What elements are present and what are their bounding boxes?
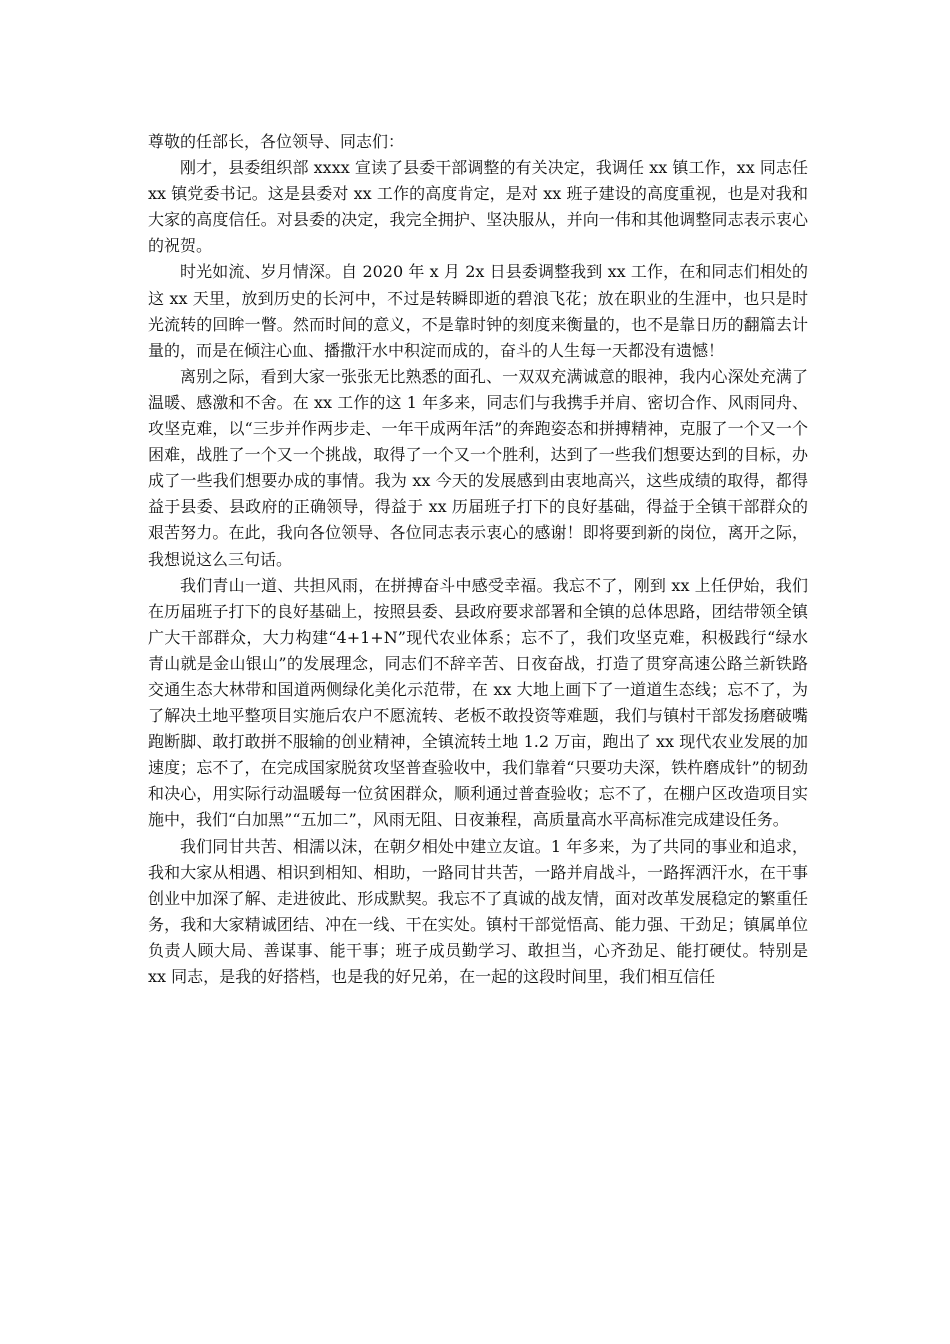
paragraph-2: 时光如流、岁月情深。自 2020 年 x 月 2x 日县委调整我到 xx 工作，在和同志们相处的这 xx 天里，放到历史的长河中，不过是转瞬即逝的碧浪飞花；放在职业的生涯中，也只是时光流转的回眸一瞥。然而时间的意义，不是靠时钟的刻度来衡量的，也不是靠日历的翻篇去计量的，而是在倾注心血、播撒汗水中积淀而成的，奋斗的人生每一天都没有遗憾！ [148, 262, 808, 360]
paragraph-5: 我们同甘共苦、相濡以沫，在朝夕相处中建立友谊。1 年多来，为了共同的事业和追求，我和大家从相遇、相识到相知、相助，一路同甘共苦，一路并肩战斗，一路挥洒汗水，在干事创业中加深了解、走进彼此、形成默契。我忘不了真诚的战友情，面对改革发展稳定的繁重任务，我和大家精诚团结、冲在一线、干在实处。镇村干部觉悟高、能力强、干劲足；镇属单位负责人顾大局、善谋事、能干事；班子成员勤学习、敢担当，心齐劲足、能打硬仗。特别是 xx 同志，是我的好搭档，也是我的好兄弟，在一起的这段时间里，我们相互信任 [148, 836, 808, 986]
paragraph-4: 我们青山一道、共担风雨，在拼搏奋斗中感受幸福。我忘不了，刚到 xx 上任伊始，我们在历届班子打下的良好基础上，按照县委、县政府要求部署和全镇的总体思路，团结带领全镇广大干部群众，大力构建“4+1+N”现代农业体系；忘不了，我们攻坚克难，积极践行“绿水青山就是金山银山”的发展理念，同志们不辞辛苦、日夜奋战，打造了贯穿高速公路兰新铁路交通生态大林带和国道两侧绿化美化示范带，在 xx 大地上画下了一道道生态线；忘不了，为了解决土地平整项目实施后农户不愿流转、老板不敢投资等难题，我们与镇村干部发扬磨破嘴跑断脚、敢打敢拼不服输的创业精神，全镇流转土地 1.2 万亩，跑出了 xx 现代农业发展的加速度；忘不了，在完成国家脱贫攻坚普查验收中，我们靠着“只要功夫深，铁杵磨成针”的韧劲和决心，用实际行动温暖每一位贫困群众，顺利通过普查验收；忘不了，在棚户区改造项目实施中，我们“白加黑”“五加二”，风雨无阻、日夜兼程，高质量高水平高标准完成建设任务。 [148, 575, 808, 830]
paragraph-3: 离别之际，看到大家一张张无比熟悉的面孔、一双双充满诚意的眼神，我内心深处充满了温暖、感激和不舍。在 xx 工作的这 1 年多来，同志们与我携手并肩、密切合作、风雨同舟、攻坚克难，以“三步并作两步走、一年干成两年活”的奔跑姿态和拼搏精神，克服了一个又一个困难，战胜了一个又一个挑战，取得了一个又一个胜利，达到了一些我们想要达到的目标，办成了一些我们想要办成的事情。我为 xx 今天的发展感到由衷地高兴，这些成绩的取得，都得益于县委、县政府的正确领导，得益于 xx 历届班子打下的良好基础，得益于全镇干部群众的艰苦努力。在此，我向各位领导、各位同志表示衷心的感谢！即将要到新的岗位，离开之际，我想说这么三句话。 [148, 366, 808, 569]
salutation: 尊敬的任部长，各位领导、同志们： [148, 132, 405, 151]
document-body [148, 129, 808, 990]
paragraph-1: 刚才，县委组织部 xxxx 宣读了县委干部调整的有关决定，我调任 xx 镇工作，xx 同志任 xx 镇党委书记。这是县委对 xx 工作的高度肯定，是对 xx 班子建设的高度重视，也是对我和大家的高度信任。对县委的决定，我完全拥护、坚决服从，并向一伟和其他调整同志表示衷心的祝贺。 [148, 158, 808, 256]
